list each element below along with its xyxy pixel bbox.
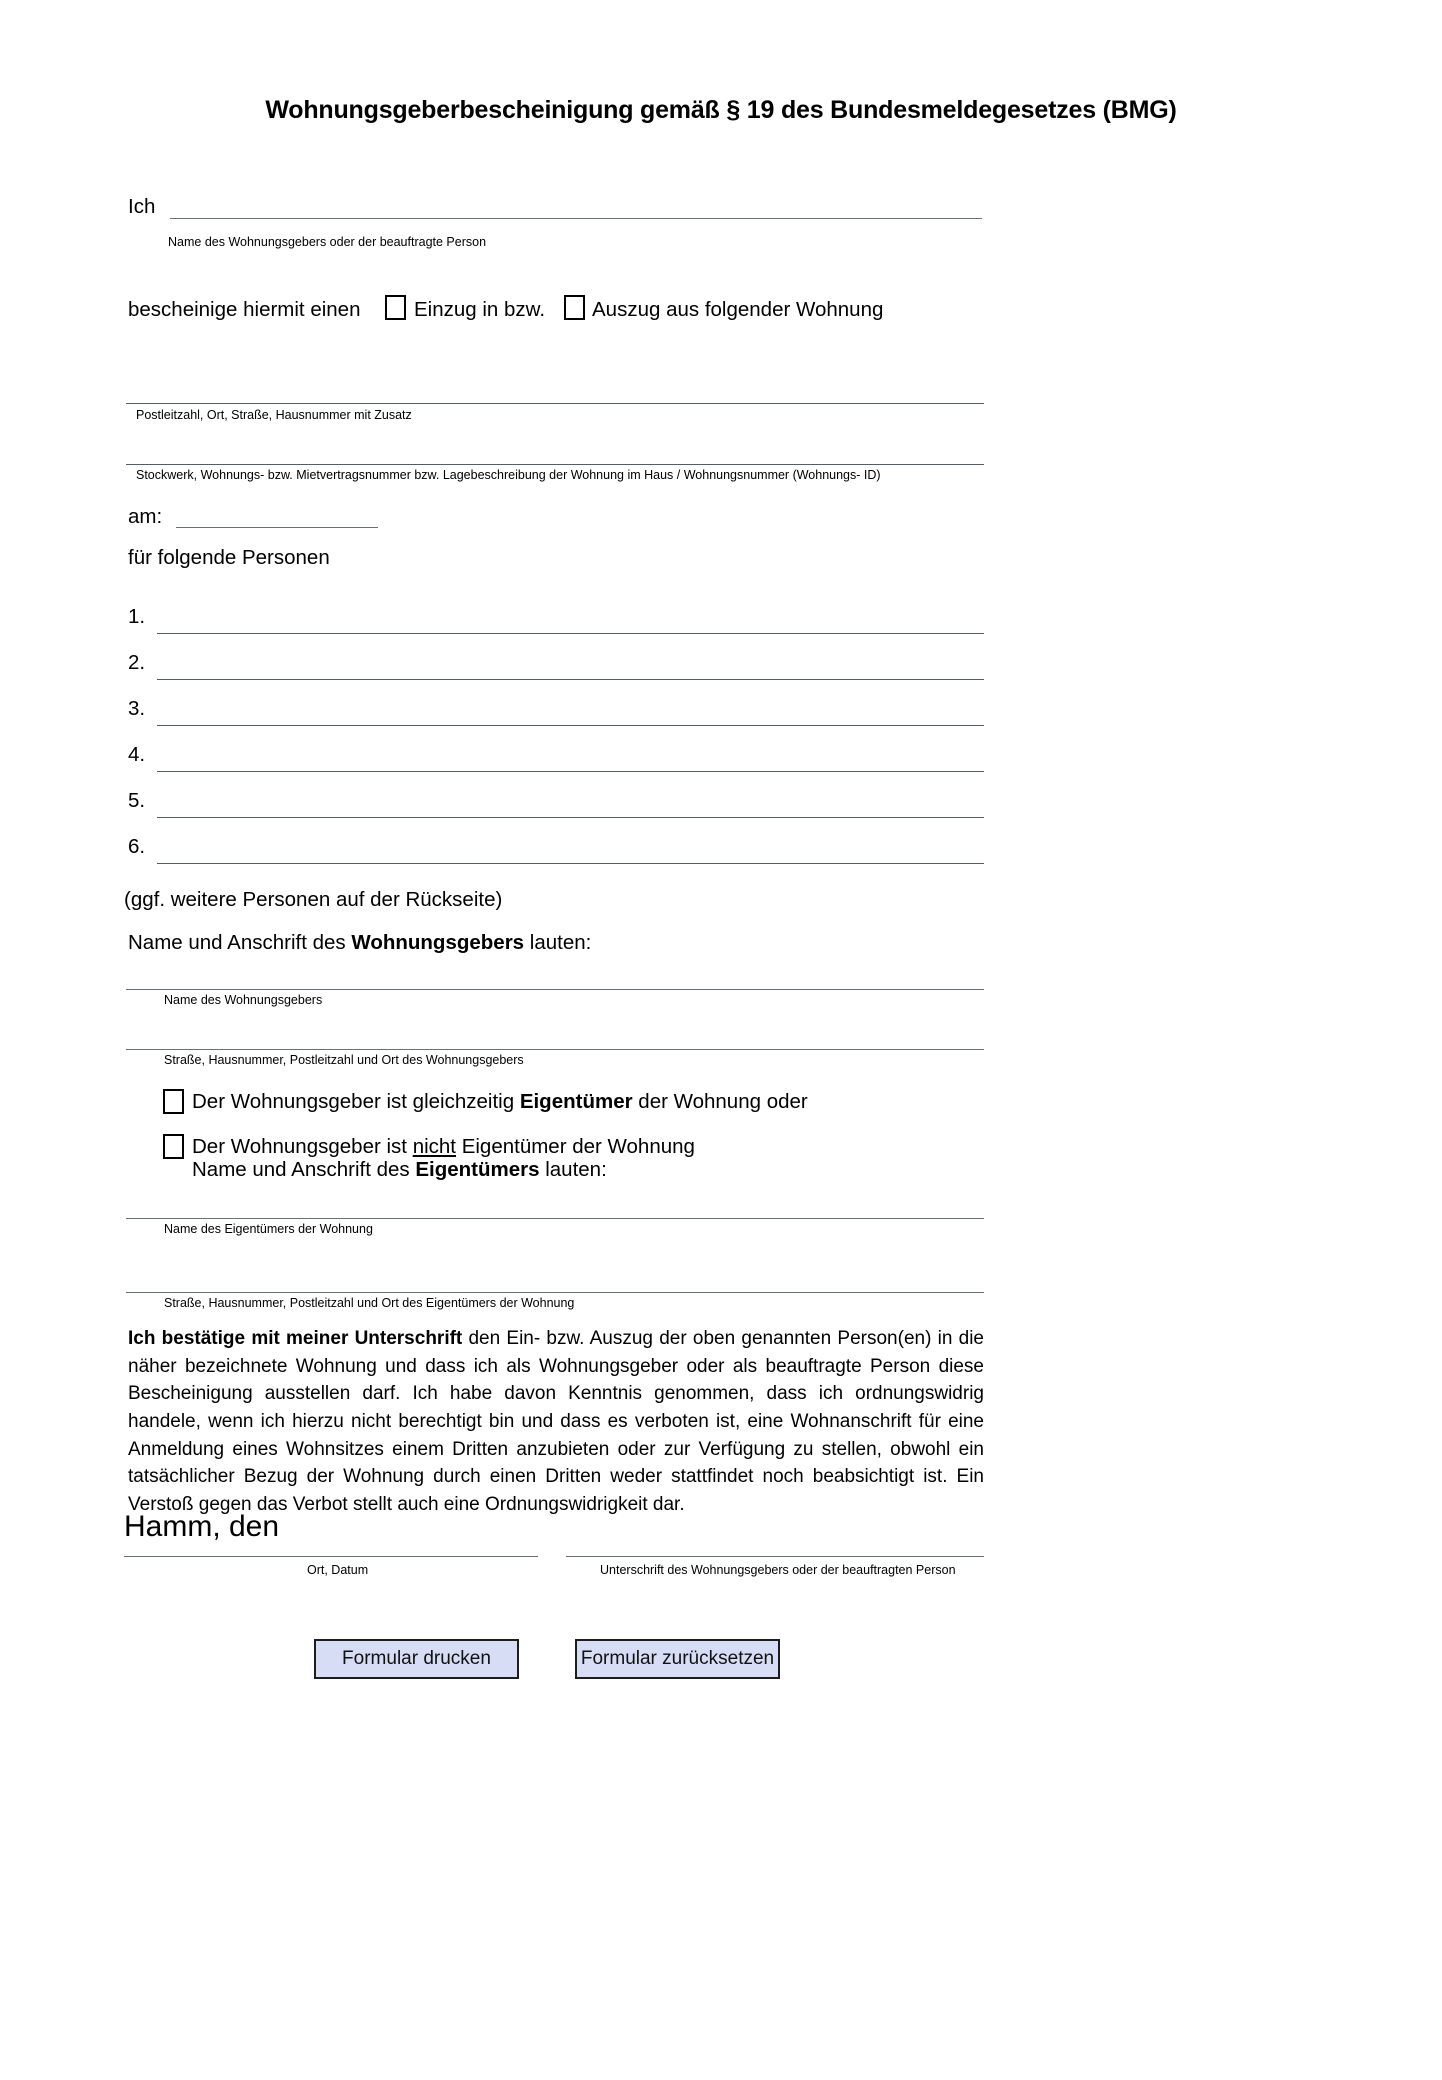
is-owner-prefix: Der Wohnungsgeber ist gleichzeitig [192,1090,520,1113]
page-title: Wohnungsgeberbescheinigung gemäß § 19 des Bundesmeldegesetzes (BMG) [265,96,1177,124]
person-number-5: 5. [128,789,146,812]
declarant-name-caption: Name des Wohnungsgebers oder der beauftragte Person [168,235,487,249]
date-label: am: [128,505,163,528]
owner-name-caption: Name des Eigentümers der Wohnung [164,1222,373,1236]
person-number-4: 4. [128,743,146,766]
is-owner-suffix: der Wohnung oder [632,1090,808,1113]
landlord-heading-bold: Wohnungsgebers [351,931,525,954]
checkbox-einzug[interactable] [385,295,406,320]
not-owner-suffix: Eigentümer der Wohnung [456,1135,695,1158]
owner-address-input[interactable] [126,1292,984,1293]
owner-name-input[interactable] [126,1218,984,1219]
persons-footnote: (ggf. weitere Personen auf der Rückseite) [124,888,503,911]
person-input-5[interactable] [157,817,984,818]
confirmation-bold-lead: Ich bestätige mit meiner Unterschrift [128,1328,463,1349]
landlord-heading-suffix: lauten: [524,931,592,954]
person-number-6: 6. [128,835,146,858]
person-input-3[interactable] [157,725,984,726]
person-input-1[interactable] [157,633,984,634]
signature-caption: Unterschrift des Wohnungsgebers oder der beauftragten Person [600,1563,956,1577]
person-number-2: 2. [128,651,146,674]
signature-input[interactable] [566,1556,984,1557]
reset-form-button[interactable]: Formular zurücksetzen [575,1639,780,1679]
declarant-name-input[interactable] [170,218,982,219]
ich-label: Ich [128,195,156,218]
owner-heading-bold: Eigentümers [415,1158,540,1181]
is-owner-bold: Eigentümer [519,1090,633,1113]
landlord-name-caption: Name des Wohnungsgebers [164,993,323,1007]
landlord-heading [128,931,591,955]
print-form-button[interactable]: Formular drucken [314,1639,519,1679]
owner-heading [192,1158,607,1182]
place-date-value[interactable]: Hamm, den [124,1510,280,1543]
person-input-6[interactable] [157,863,984,864]
confirmation-text: den Ein- bzw. Auszug der oben genannten Person(en) in die näher bezeichnete Wohnung und dass ich als Wohnungsgeber oder als beauftragte Person diese Bescheinigung ausstellen darf. Ich habe davon Kenntnis genommen, dass ich ordnungswidrig handele, wenn ich hierzu nicht berechtigt bin und dass es verboten ist, eine Wohnanschrift für eine Anmeldung eines Wohnsitzes einem Dritten anzubieten oder zur Verfügung zu stellen, obwohl ein tatsächlicher Bezug der Wohnung durch einen Dritten weder stattfindet noch beabsichtigt ist. Ein Verstoß gegen das Verbot stellt auch eine Ordnungswidrigkeit dar. [128,1328,984,1515]
confirm-label: bescheinige hiermit einen [128,298,361,321]
dwelling-detail-input[interactable] [126,464,984,465]
owner-heading-prefix: Name und Anschrift des [192,1158,416,1181]
not-owner-underline: nicht [412,1135,456,1158]
person-input-2[interactable] [157,679,984,680]
place-date-input[interactable] [124,1556,538,1557]
dwelling-address-caption: Postleitzahl, Ort, Straße, Hausnummer mit Zusatz [136,408,412,422]
person-number-3: 3. [128,697,146,720]
landlord-heading-prefix: Name und Anschrift des [128,931,352,954]
dwelling-detail-caption: Stockwerk, Wohnungs- bzw. Mietvertragsnummer bzw. Lagebeschreibung der Wohnung im Haus / Wohnungsnummer (Wohnungs- ID) [136,468,881,482]
checkbox-auszug[interactable] [564,295,585,320]
landlord-name-input[interactable] [126,989,984,990]
checkbox-is-owner[interactable] [163,1089,184,1114]
person-input-4[interactable] [157,771,984,772]
checkbox-auszug-label: Auszug aus folgender Wohnung [592,298,884,321]
checkbox-is-owner-label [192,1090,808,1114]
dwelling-address-input[interactable] [126,403,984,404]
checkbox-not-owner-label [192,1135,695,1159]
person-number-1: 1. [128,605,146,628]
checkbox-einzug-label: Einzug in bzw. [414,298,546,321]
owner-address-caption: Straße, Hausnummer, Postleitzahl und Ort des Eigentümers der Wohnung [164,1296,575,1310]
persons-heading: für folgende Personen [128,546,330,569]
not-owner-prefix: Der Wohnungsgeber ist [192,1135,413,1158]
checkbox-not-owner[interactable] [163,1134,184,1159]
date-input[interactable] [176,527,378,528]
place-date-caption: Ort, Datum [307,1563,369,1577]
landlord-address-input[interactable] [126,1049,984,1050]
confirmation-paragraph [128,1325,984,1518]
owner-heading-suffix: lauten: [539,1158,607,1181]
landlord-address-caption: Straße, Hausnummer, Postleitzahl und Ort des Wohnungsgebers [164,1053,524,1067]
